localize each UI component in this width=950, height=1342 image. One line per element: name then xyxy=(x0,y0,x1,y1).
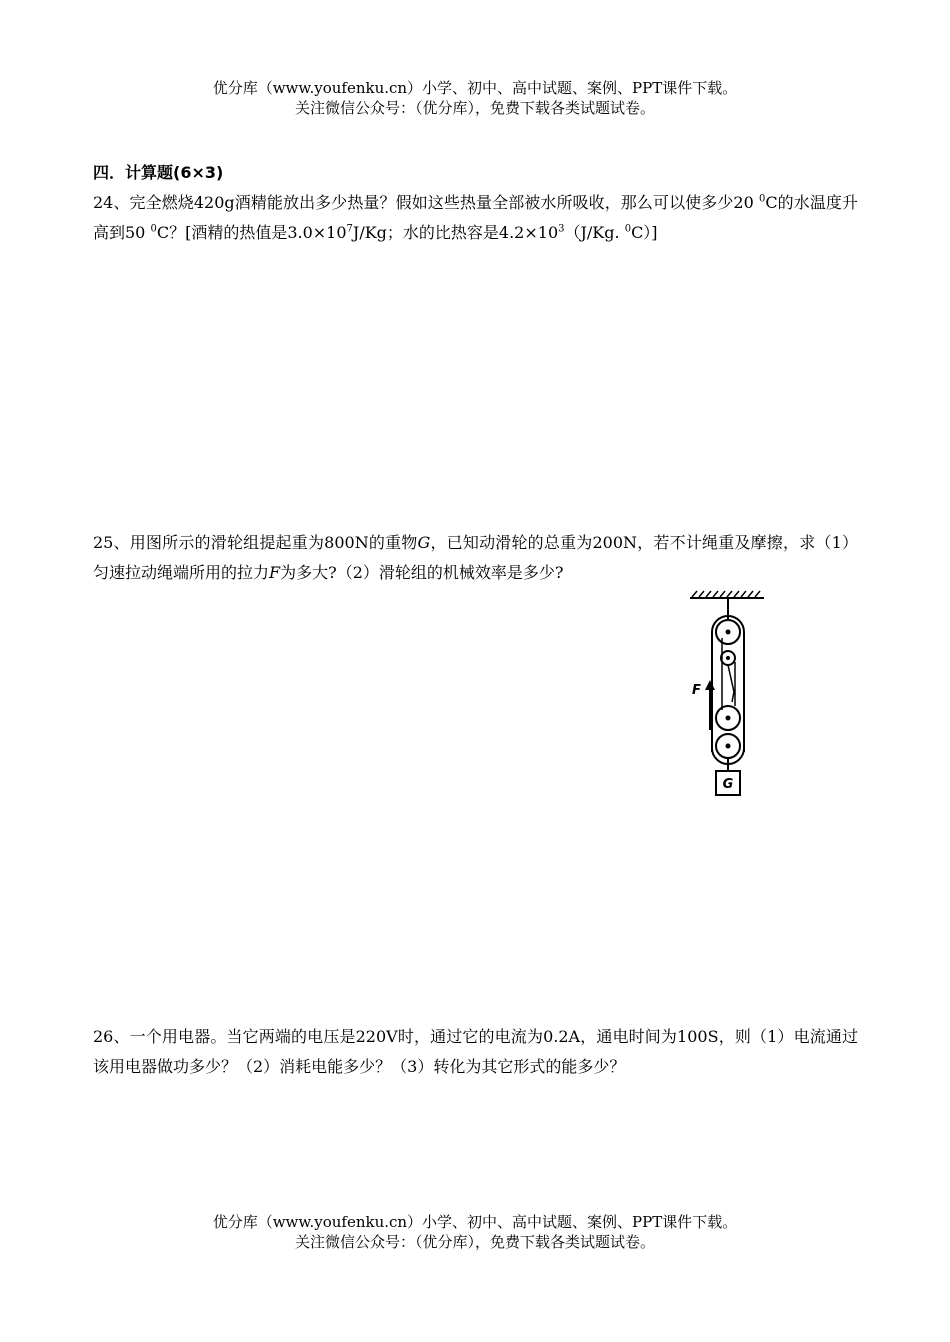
q24-degree-1: 0 xyxy=(758,193,766,205)
pulley-diagram xyxy=(682,590,772,800)
q25-force-symbol: F xyxy=(269,563,281,582)
q24-text-6: C）] xyxy=(631,223,658,242)
header-line-1: 优分库（www.youfenku.cn）小学、初中、高中试题、案例、PPT课件下载。 xyxy=(212,79,738,97)
q24-text-2: C的水温度升高到50 xyxy=(93,193,859,242)
q24-exponent-1: 7 xyxy=(346,223,353,235)
q25-weight-symbol: G xyxy=(417,533,431,552)
q24-degree-3: 0 xyxy=(624,223,632,235)
axle-1 xyxy=(726,630,731,635)
axle-4 xyxy=(726,744,731,749)
ceiling-hatch xyxy=(692,591,760,597)
q25-text-3: 为多大?（2）滑轮组的机械效率是多少? xyxy=(280,563,564,582)
q24-text-3: C？[酒精的热值是3.0×10 xyxy=(156,223,347,242)
footer-line-1: 优分库（www.youfenku.cn）小学、初中、高中试题、案例、PPT课件下载。 xyxy=(212,1213,738,1231)
q25-text-1: 25、用图所示的滑轮组提起重为800N的重物 xyxy=(93,533,418,552)
q24-text-5: （J/Kg. xyxy=(564,223,625,242)
header-line-2: 关注微信公众号：（优分库），免费下载各类试题试卷。 xyxy=(294,99,655,117)
q24-degree-2: 0 xyxy=(150,223,157,235)
axle-2 xyxy=(726,656,730,660)
question-25 xyxy=(93,528,858,588)
q24-text-4: J/Kg；水的比热容是4.2×10 xyxy=(352,223,559,242)
inner-ropes xyxy=(722,638,735,710)
footer-line-2: 关注微信公众号：（优分库），免费下载各类试题试卷。 xyxy=(294,1233,655,1251)
q25-text-2: ，已知动滑轮的总重为200N，若不计绳重及摩擦，求（1）匀速拉动绳端所用的拉力 xyxy=(93,533,858,582)
question-26: 26、一个用电器。当它两端的电压是220V时，通过它的电流为0.2A，通电时间为100S，则（1）电流通过该用电器做功多少？（2）消耗电能多少？（3）转化为其它形式的能多少？ xyxy=(93,1027,858,1076)
axle-3 xyxy=(726,716,731,721)
question-24 xyxy=(93,188,858,248)
force-arrow-icon xyxy=(705,680,715,690)
section-title: 四．计算题(6×3) xyxy=(93,163,224,182)
q24-text-1: 24、完全燃烧420g酒精能放出多少热量？假如这些热量全部被水所吸收，那么可以使多少20 xyxy=(93,193,759,212)
force-label: F xyxy=(692,683,701,698)
weight-label: G xyxy=(722,777,734,792)
q24-exponent-2: 3 xyxy=(558,223,565,235)
